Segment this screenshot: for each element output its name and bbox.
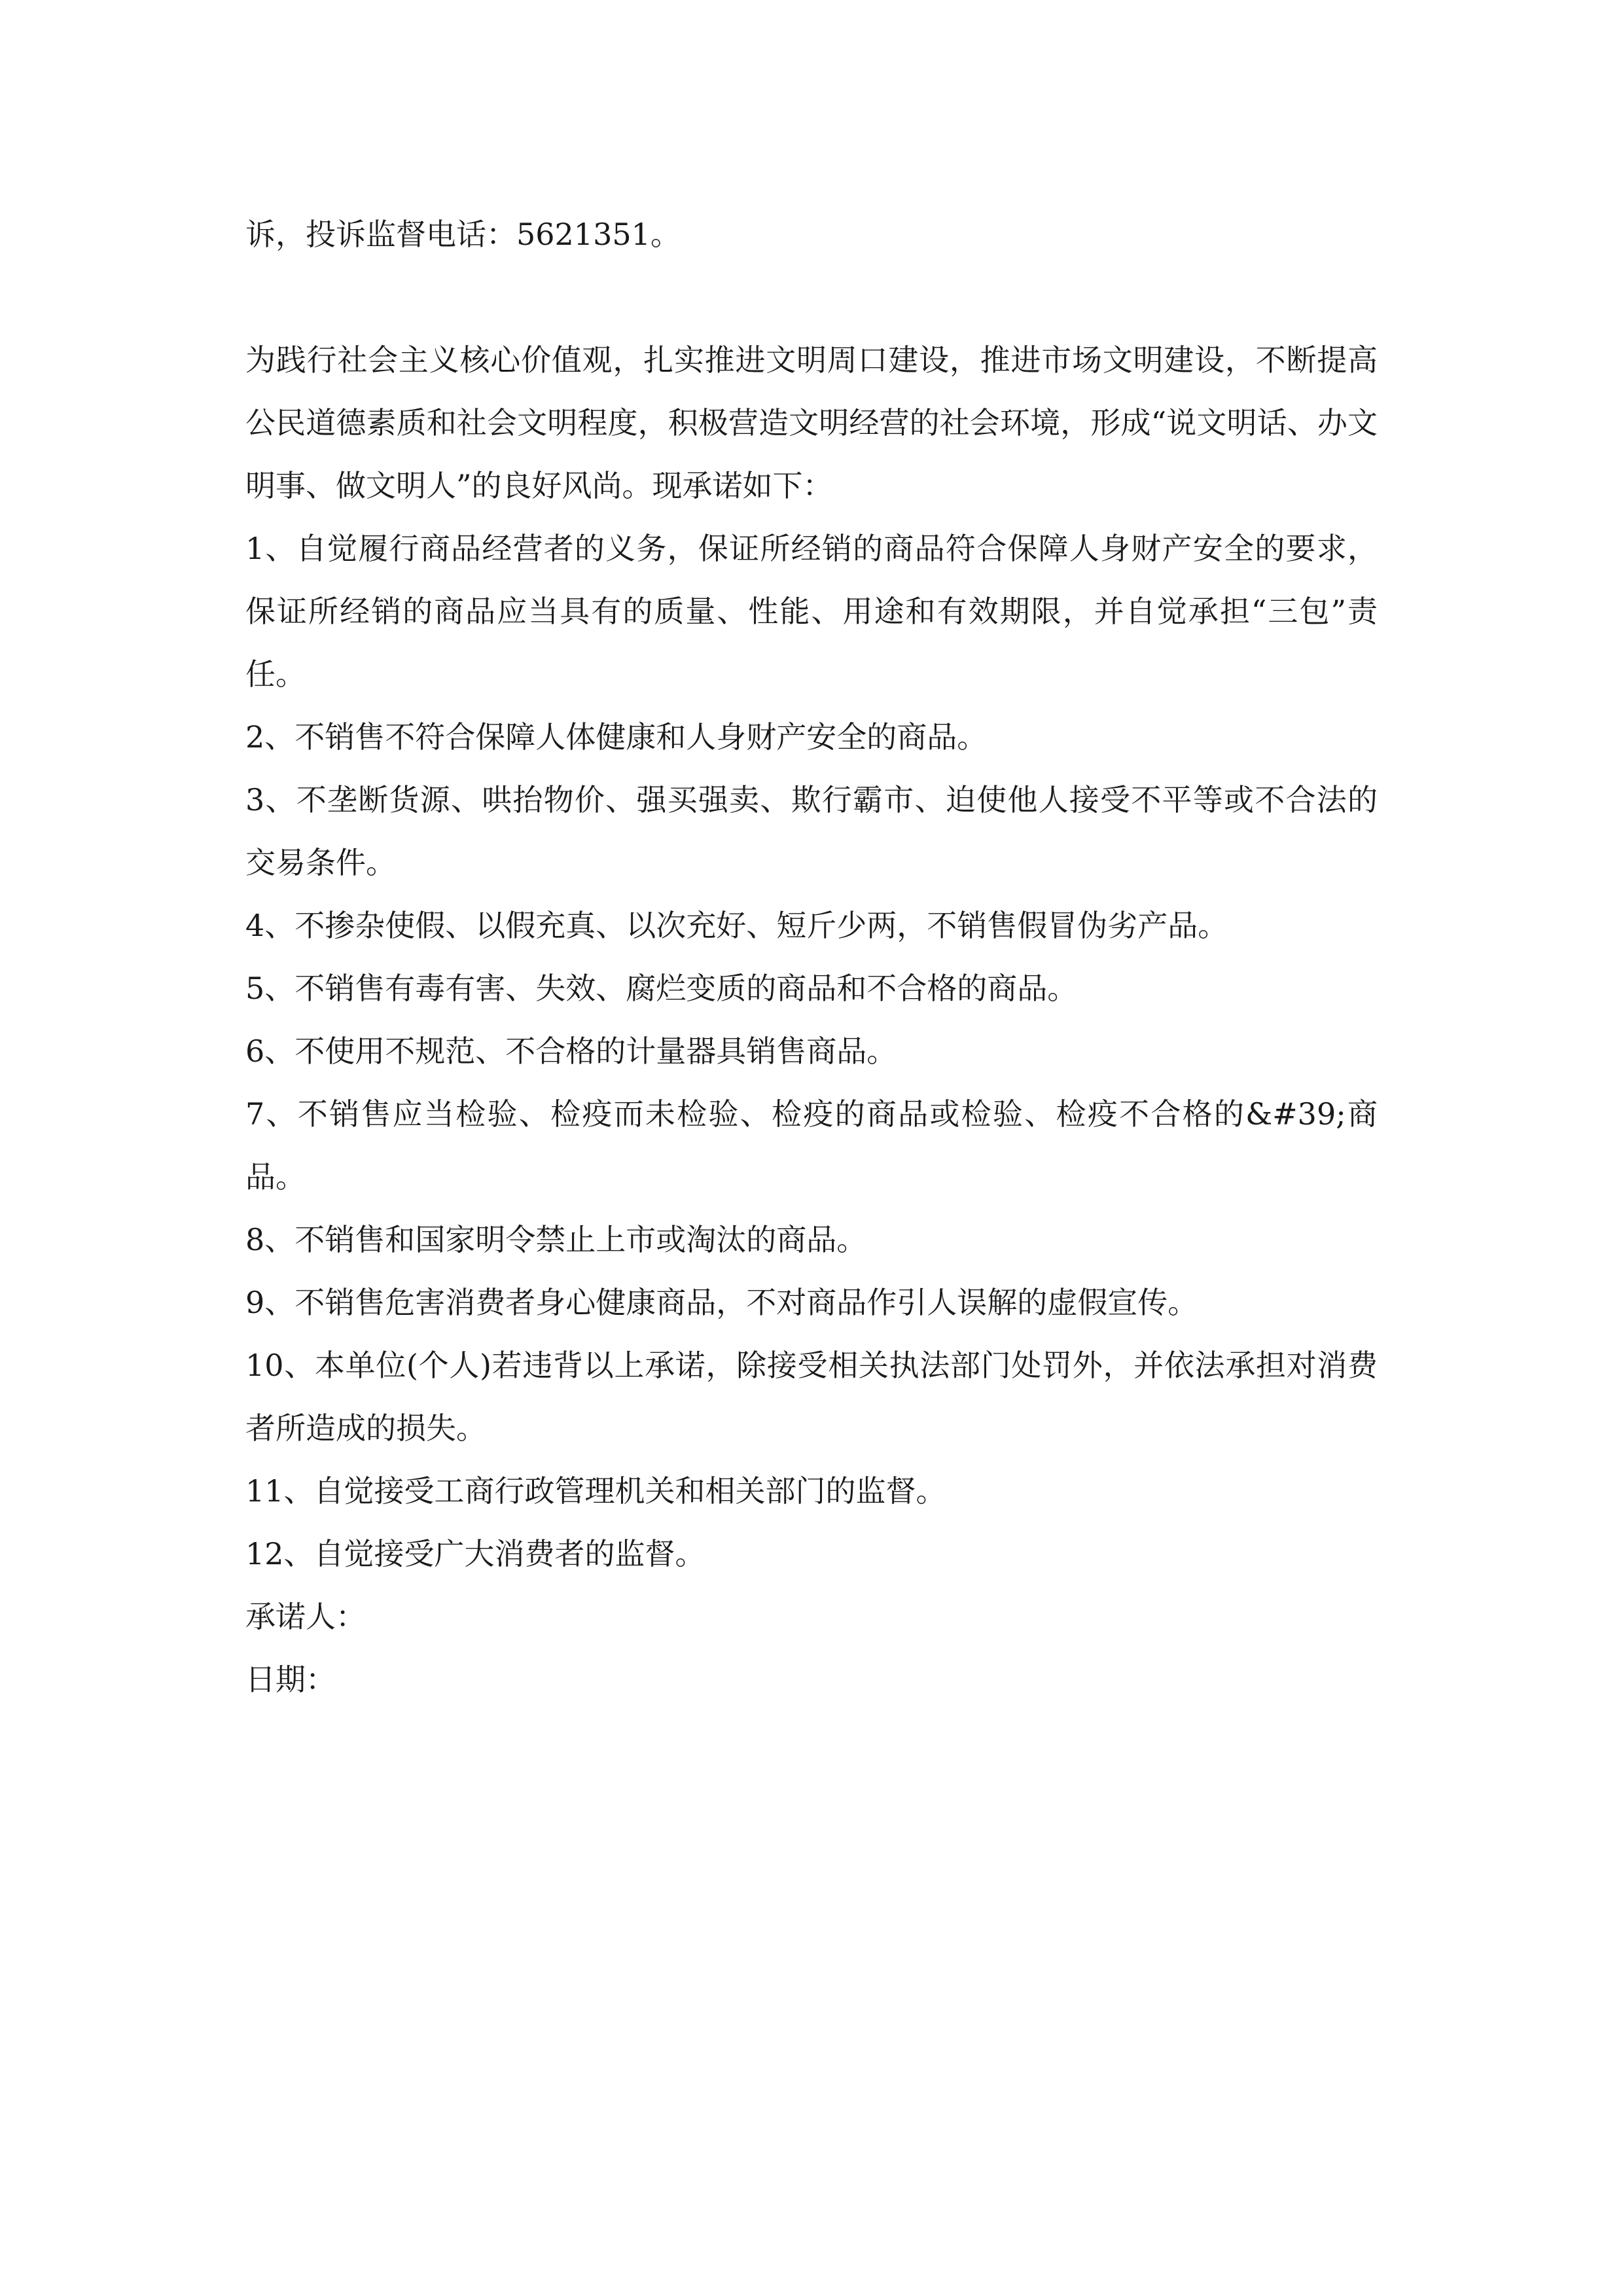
- commitment-item-7: 7、不销售应当检验、检疫而未检验、检疫的商品或检验、检疫不合格的&#39;商品。: [245, 1096, 1378, 1194]
- document-body: [245, 203, 1378, 1711]
- commitment-item-1: 1、自觉履行商品经营者的义务，保证所经销的商品符合保障人身财产安全的要求，保证所经销的商品应当具有的质量、性能、用途和有效期限，并自觉承担“三包”责任。: [245, 531, 1378, 692]
- commitment-item-2: 2、不销售不符合保障人体健康和人身财产安全的商品。: [245, 719, 988, 755]
- commitment-item-11: 11、自觉接受工商行政管理机关和相关部门的监督。: [245, 1473, 946, 1509]
- commitment-item-9: 9、不销售危害消费者身心健康商品，不对商品作引人误解的虚假宣传。: [245, 1285, 1198, 1320]
- signer-label: 承诺人：: [245, 1599, 366, 1634]
- commitment-item-8: 8、不销售和国家明令禁止上市或淘汰的商品。: [245, 1222, 867, 1257]
- commitment-item-10: 10、本单位(个人)若违背以上承诺，除接受相关执法部门处罚外，并依法承担对消费者所造成的损失。: [245, 1348, 1378, 1446]
- opening-fragment: 诉，投诉监督电话：5621351。: [245, 217, 681, 252]
- commitment-item-12: 12、自觉接受广大消费者的监督。: [245, 1536, 705, 1571]
- commitment-item-3: 3、不垄断货源、哄抬物价、强买强卖、欺行霸市、迫使他人接受不平等或不合法的交易条件。: [245, 782, 1378, 880]
- date-label: 日期：: [245, 1662, 336, 1697]
- commitment-item-5: 5、不销售有毒有害、失效、腐烂变质的商品和不合格的商品。: [245, 971, 1078, 1006]
- commitment-item-4: 4、不掺杂使假、以假充真、以次充好、短斤少两，不销售假冒伪劣产品。: [245, 908, 1228, 943]
- intro-paragraph: 为践行社会主义核心价值观，扎实推进文明周口建设，推进市场文明建设，不断提高公民道德素质和社会文明程度，积极营造文明经营的社会环境，形成“说文明话、办文明事、做文明人”的良好风尚。现承诺如下：: [245, 342, 1378, 503]
- commitment-item-6: 6、不使用不规范、不合格的计量器具销售商品。: [245, 1033, 897, 1069]
